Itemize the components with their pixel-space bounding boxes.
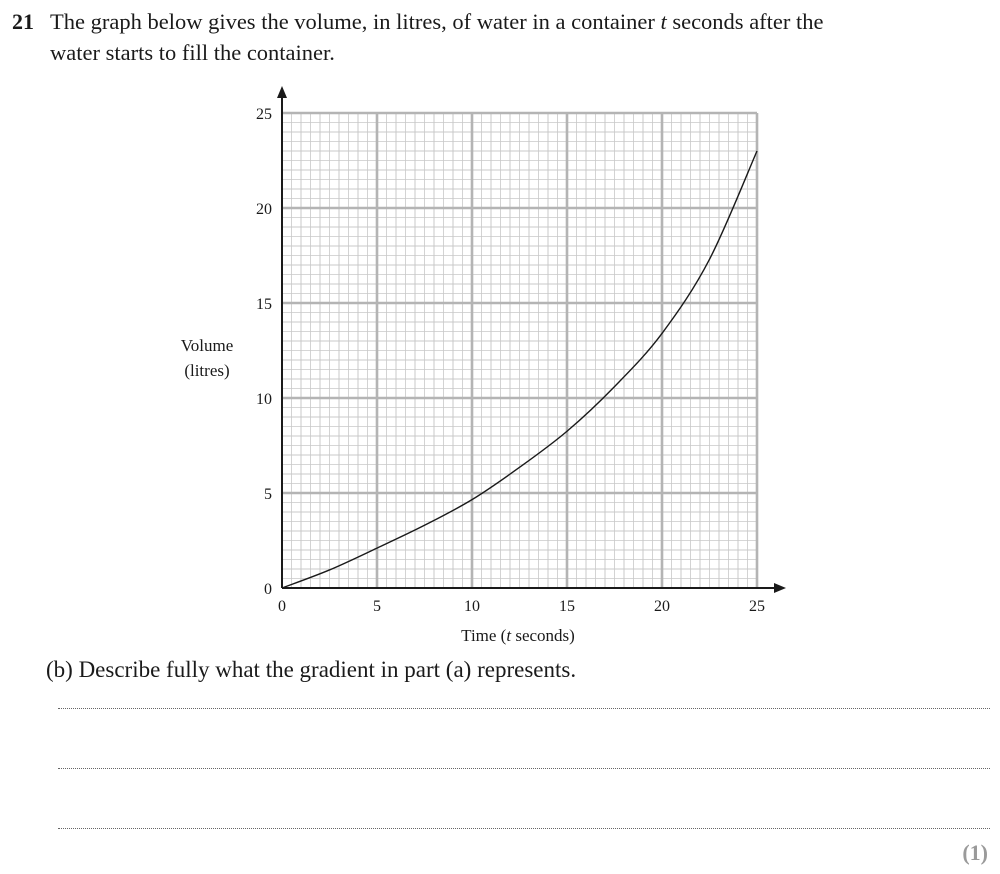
x-axis-label: [461, 626, 575, 645]
x-tick-label: 25: [749, 598, 765, 615]
y-axis-label-line-1: Volume: [180, 336, 234, 355]
x-tick-label: 10: [464, 598, 480, 615]
x-tick-label: 20: [654, 598, 670, 615]
y-tick-label: 0: [264, 581, 272, 598]
question-text-part: seconds after the: [666, 9, 824, 34]
part-b-question: (b) Describe fully what the gradient in part (a) represents.: [46, 657, 577, 682]
x-tick-label: 15: [559, 598, 575, 615]
variable-t: t: [660, 9, 667, 34]
y-tick-label: 20: [256, 201, 272, 218]
x-tick-label: 0: [278, 598, 286, 615]
x-axis-label-part: seconds): [511, 626, 575, 645]
minor-grid: [282, 113, 757, 588]
question-text-part: The graph below gives the volume, in litres, of water in a container: [50, 9, 661, 34]
y-tick-label: 25: [256, 106, 272, 123]
marks-indicator: (1): [962, 840, 988, 865]
y-axis-arrow-icon: [277, 86, 287, 98]
question-text-line-2: water starts to fill the container.: [50, 40, 335, 65]
x-tick-label: 5: [373, 598, 381, 615]
answer-line[interactable]: [58, 708, 990, 709]
y-tick-label: 5: [264, 486, 272, 503]
y-tick-label: 15: [256, 296, 272, 313]
answer-line[interactable]: [58, 768, 990, 769]
y-axis-label-line-2: (litres): [184, 361, 230, 380]
answer-line[interactable]: [58, 828, 990, 829]
x-axis-label-var: t: [506, 626, 512, 645]
x-axis-arrow-icon: [774, 583, 786, 593]
x-axis-label-part: Time (: [461, 626, 507, 645]
y-tick-label: 10: [256, 391, 272, 408]
question-number: 21: [12, 9, 34, 34]
